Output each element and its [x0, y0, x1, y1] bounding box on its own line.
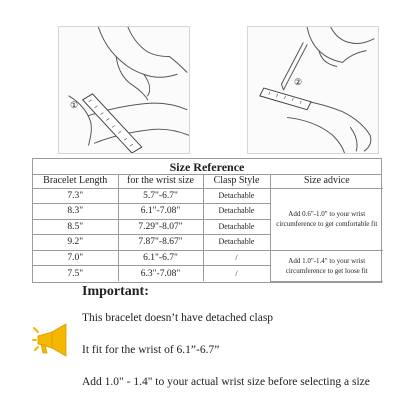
size-reference-title: Size Reference: [33, 159, 381, 175]
wrist-size-cell: 6.3"-7.08": [118, 266, 203, 282]
clasp-style-cell: /: [203, 250, 270, 266]
wrist-size-cell: 6.1"-6.7": [118, 250, 203, 266]
clasp-style-cell: Detachable: [203, 188, 270, 204]
measure-illustration-step-1: [58, 26, 190, 154]
bracelet-length-cell: 8.3": [33, 204, 118, 220]
clasp-style-cell: Detachable: [203, 219, 270, 235]
table-header-row: [33, 175, 383, 188]
step-2-label: ②: [294, 77, 303, 87]
header-size-advice: Size advice: [270, 175, 383, 188]
size-table: [33, 175, 383, 282]
header-wrist-size: for the wrist size: [118, 175, 203, 188]
size-advice-comfortable: Add 0.6"-1.0" to your wrist circumference to get comfortable fit: [270, 188, 383, 250]
megaphone-icon: [32, 320, 74, 360]
bracelet-length-cell: 8.5": [33, 219, 118, 235]
header-clasp-style: Clasp Style: [203, 175, 270, 188]
bracelet-length-cell: 9.2": [33, 235, 118, 251]
table-row: [33, 250, 383, 266]
notice-line-no-clasp: This bracelet doesn’t have detached clasp: [82, 312, 274, 324]
clasp-style-cell: /: [203, 266, 270, 282]
wrist-size-cell: 7.29"-8.07": [118, 219, 203, 235]
hand-marking-tape-drawing: [248, 27, 378, 153]
hand-measuring-tape-drawing: [59, 27, 189, 153]
table-row: [33, 188, 383, 204]
clasp-style-cell: Detachable: [203, 235, 270, 251]
wrist-size-cell: 6.1"-7.08": [118, 204, 203, 220]
clasp-style-cell: Detachable: [203, 204, 270, 220]
important-heading: Important:: [82, 284, 149, 299]
bracelet-length-cell: 7.3": [33, 188, 118, 204]
bracelet-length-cell: 7.5": [33, 266, 118, 282]
size-advice-loose: Add 1.0"-1.4" to your wrist circumference to get loose fit: [270, 250, 383, 281]
measure-illustration-step-2: [247, 26, 379, 154]
notice-line-wrist-fit: It fit for the wrist of 6.1”-6.7”: [82, 344, 220, 356]
wrist-size-cell: 7.87"-8.67": [118, 235, 203, 251]
header-bracelet-length: Bracelet Length: [33, 175, 118, 188]
bracelet-length-cell: 7.0": [33, 250, 118, 266]
wrist-size-cell: 5.7"-6.7": [118, 188, 203, 204]
size-reference-table: [32, 158, 382, 283]
step-1-label: ①: [70, 100, 79, 110]
notice-line-size-advice: Add 1.0" - 1.4" to your actual wrist size before selecting a size: [82, 376, 370, 388]
